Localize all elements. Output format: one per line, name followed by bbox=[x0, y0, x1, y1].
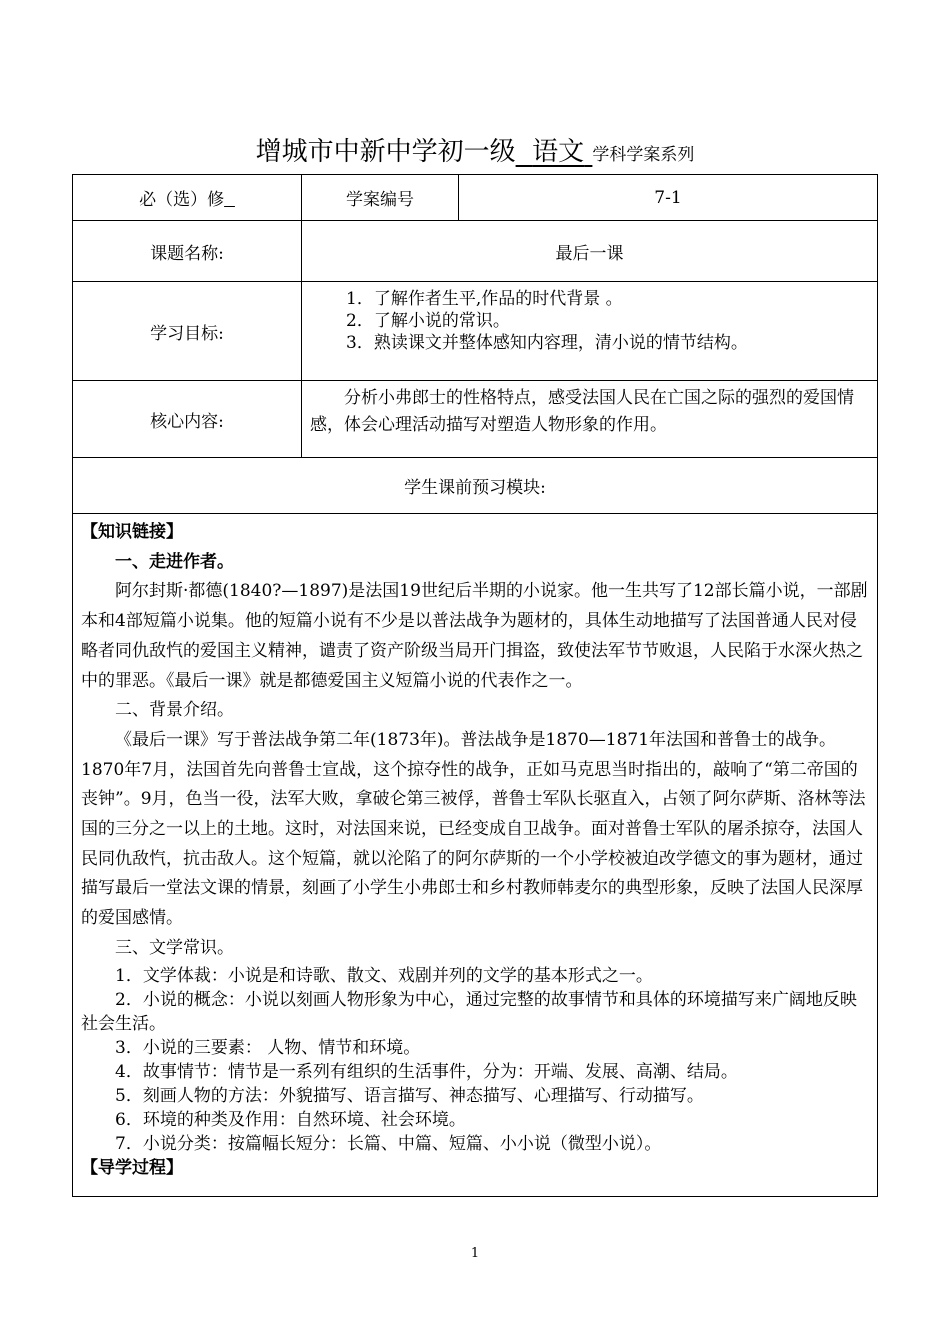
school-name: 增城市中新中学初一级 bbox=[255, 137, 516, 167]
learning-goals-list bbox=[302, 282, 878, 381]
table-row bbox=[73, 282, 878, 381]
knowledge-link-heading: 【知识链接】 bbox=[81, 522, 183, 542]
lesson-title-label: 课题名称: bbox=[73, 221, 302, 282]
preview-module-heading: 学生课前预习模块: bbox=[73, 458, 878, 514]
plan-number-label: 学案编号 bbox=[302, 175, 459, 221]
subject-name: 语文 bbox=[532, 137, 585, 167]
core-content-value: 分析小弗郎士的性格特点，感受法国人民在亡国之际的强烈的爱国情感，体会心理活动描写对塑造人物形象的作用。 bbox=[302, 381, 878, 458]
plan-number-value: 7-1 bbox=[459, 175, 878, 221]
table-row bbox=[73, 175, 878, 221]
list-item: 1．文学体裁：小说是和诗歌、散文、戏剧并列的文学的基本形式之一。 bbox=[115, 965, 653, 986]
section-heading: 二、背景介绍。 bbox=[115, 700, 234, 721]
list-item: 3．小说的三要素： 人物、情节和环境。 bbox=[115, 1037, 421, 1058]
guide-process-heading: 【导学过程】 bbox=[81, 1157, 183, 1178]
core-content-label: 核心内容: bbox=[73, 381, 302, 458]
course-type-cell: 必（选）修 bbox=[73, 175, 302, 221]
list-item: 1．了解作者生平,作品的时代背景 。 bbox=[346, 289, 623, 309]
section-heading: 一、走进作者。 bbox=[115, 551, 234, 572]
list-item: 5．刻画人物的方法：外貌描写、语言描写、神态描写、心理描写、行动描写。 bbox=[115, 1085, 704, 1106]
table-row bbox=[73, 381, 878, 458]
table-row bbox=[73, 458, 878, 514]
background-paragraph: 《最后一课》写于普法战争第二年(1873年)。普法战争是1870—1871年法国和普鲁士的战争。1870年7月，法国首先向普鲁士宣战，这个掠夺性的战争，正如马克思当时指出的，敲响了“第二帝国的丧钟”。9月，色当一役，法军大败，拿破仑第三被俘，普鲁士军队长驱直入，占领了阿尔萨斯、洛林等法国的三分之一以上的土地。这时，对法国来说，已经变成自卫战争。面对普鲁士军队的屠杀掠夺，法国人民同仇敌忾，抗击敌人。这个短篇，就以沦陷了的阿尔萨斯的一个小学校被迫改学德文的事为题材，通过描写最后一堂法文课的情景，刻画了小学生小弗郎士和乡村教师韩麦尔的典型形象，反映了法国人民深厚的爱国感情。 bbox=[81, 729, 866, 929]
table-row bbox=[73, 221, 878, 282]
lesson-plan-table bbox=[72, 174, 878, 1197]
list-item: 7．小说分类：按篇幅长短分：长篇、中篇、短篇、小小说（微型小说）。 bbox=[115, 1133, 662, 1154]
preview-content bbox=[73, 514, 878, 1197]
series-label: 学科学案系列 bbox=[592, 145, 695, 165]
page-title bbox=[0, 132, 950, 175]
list-item: 2．小说的概念：小说以刻画人物形象为中心，通过完整的故事情节和具体的环境描写来广阔地反映社会生活。 bbox=[81, 989, 857, 1034]
list-item: 3．熟读课文并整体感知内容理，清小说的情节结构。 bbox=[346, 333, 748, 353]
list-item: 2．了解小说的常识。 bbox=[346, 311, 510, 331]
list-item: 6．环境的种类及作用：自然环境、社会环境。 bbox=[115, 1109, 466, 1130]
section-heading: 三、文学常识。 bbox=[115, 937, 234, 958]
lesson-title-value: 最后一课 bbox=[302, 221, 878, 282]
table-row bbox=[73, 514, 878, 1197]
page-number: 1 bbox=[470, 1246, 480, 1261]
author-paragraph: 阿尔封斯·都德(1840?—1897)是法国19世纪后半期的小说家。他一生共写了12部长篇小说，一部剧本和4部短篇小说集。他的短篇小说有不少是以普法战争为题材的，具体生动地描写了法国普通人民对侵略者同仇敌忾的爱国主义精神，谴责了资产阶级当局开门揖盗，致使法军节节败退，人民陷于水深火热之中的罪恶。《最后一课》就是都德爱国主义短篇小说的代表作之一。 bbox=[81, 581, 868, 691]
learning-goals-label: 学习目标: bbox=[73, 282, 302, 381]
list-item: 4．故事情节：情节是一系列有组织的生活事件，分为：开端、发展、高潮、结局。 bbox=[115, 1061, 738, 1082]
